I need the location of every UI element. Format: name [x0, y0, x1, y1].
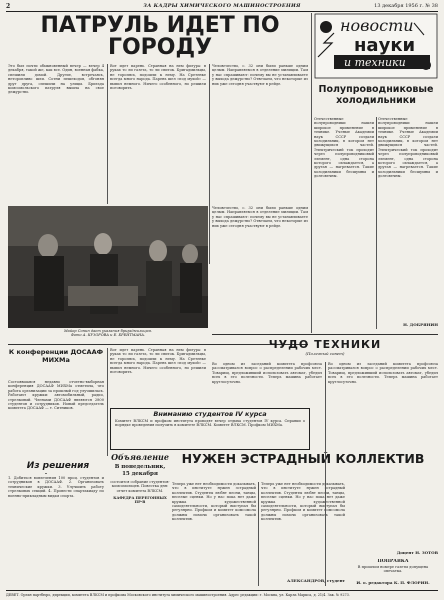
coolers-text-col1: Отечественные полупроводники нашли широкое применение в технике. Ученые Академии наук СССР создали холодильник, в котором нет движущихся частей. Электрический ток проходит через полупроводниковый элемент, одна сторона которого охлаждается, а другая — нагревается. Такие холодильники бесшумны и долговечны.	[314, 117, 374, 179]
correction-text: В прошлом номере газеты допущена опечатка.	[357, 565, 429, 574]
photo-caption-block	[8, 329, 208, 341]
issue-date: 13 декабря 1956 г. № 38	[374, 3, 438, 9]
estrada-headline: НУЖЕН ЭСТРАДНЫЙ КОЛЛЕКТИВ	[181, 452, 425, 466]
column-rule	[258, 482, 259, 586]
column-rule	[107, 348, 108, 456]
decisions-text-col1: 1. Добиться вовлечения 100 проц. студентов и сотрудников в ДОСААФ. 2. Организовать технические кружки. 3. Улучшить работу стрелковых секций. 4. Провести спартакиаду по военно-прикладным видам спорта.	[8, 476, 104, 498]
logo-word-1: новости	[340, 16, 414, 35]
correction-title: ПОПРАВКА	[377, 559, 409, 564]
announcement-title: Объявление	[111, 452, 169, 462]
patrol-col2-continued: Вот идет парень. Странная на нем фигура: в руках то ли газета, то ли свиток. Бригадмильцы, не торопясь, подошли к нему. На Сретенке всегда много народа. Парень шел «под мухой» — выпил немного. Ничего особенного, но решили поговорить.	[110, 348, 206, 375]
coolers-text-col2: Отечественные полупроводники нашли широкое применение в технике. Ученые Академии наук СССР создали холодильник, в котором нет движущихся частей. Электрический ток проходит через полупроводниковый элемент, одна сторона которого охлаждается, а другая — нагревается. Такие холодильники бесшумны и долговечны.	[378, 117, 438, 179]
photo-caption: Майор Сонин дает указания бригадмильцам.	[64, 329, 152, 333]
miracle-subhead: (Полезный совет)	[305, 351, 345, 356]
editor-line: И. о. редактора К. П. ФЛОРИН.	[356, 580, 430, 585]
column-rule	[107, 64, 108, 204]
logo-word-2: науки	[354, 35, 416, 56]
patrol-photo-image	[8, 206, 208, 328]
decisions-headline: Из решения	[26, 461, 90, 471]
coolers-headline: Полупроводниковые холодильники	[318, 84, 434, 106]
patrol-col2-text: Вот идет парень. Странная на нем фигура: в руках то ли газета, то ли свиток. Бригадмильцы, не торопясь, подошли к нему. На Сретенке всегда много народа. Парень шел «под мухой» — выпил немного. Ничего особенного, но решили поговорить.	[110, 64, 206, 91]
miracle-text-col1: Во одном из заседаний комитета профсоюза рассматривался вопрос о распределении рабочих мест. Товарищ, предложивший использовать автомат, убедил всех в его полезности. Теперь машина работает круглосуточно.	[212, 362, 322, 384]
masthead: ЗА КАДРЫ ХИМИЧЕСКОГО МАШИНОСТРОЕНИЯ	[143, 3, 301, 9]
photo-credit: Фото А. КУЗОРОВА и Е. БРЕЙТМАНА.	[70, 333, 146, 338]
announcement-day: В понедельник, 15 декабря	[114, 464, 166, 477]
patrol-headline: ПАТРУЛЬ ИДЕТ ПО ГОРОДУ	[40, 15, 280, 60]
conference-text: Состоявшаяся недавно отчетно-выборная конференция ДОСААФ МИХМа отметила, что работа организации за прошлый год улучшилась. Работают кружки: автомобильный, радио, стрелковый. Членами ДОСААФ являются 2800 студентов и сотрудников. Новый председатель комитета ДОСААФ — т. Ситников.	[8, 380, 104, 411]
attention-headline: Вниманию студентов IV курса	[153, 410, 267, 418]
estrada-text-col2: Теперь уже нет необходимости доказывать, что в институте нужен эстрадный коллектив. Студенты любят песни, танцы, веселые сценки. Но у нас пока нет даже кружка художественной самодеятельности, который выступал бы регулярно. Профком и комитет комсомола должны помочь организовать такой коллектив.	[261, 482, 345, 522]
column-rule	[209, 64, 210, 264]
announcement-block	[110, 452, 170, 542]
decisions-header	[8, 460, 108, 474]
patrol-lead-text: Это был почти обыкновенный вечер — вечер 4 декабря, такой же, как все. Один, военная фабка, спешили домой. Другие, встречаясь, неторопливо шли. Сотни пешеходов, обгоняя друг друга, спешили на улицы. Бригада комсомольского патруля вышла на свое дежурство.	[8, 64, 104, 95]
attention-text: Комитет ВЛКСМ и профком института проводят вечер отдыха студентов IV курса. Справки о порядке проведения получить в комитете ВЛКСМ. Комитет ВЛКСМ. Профком МИХМа.	[115, 419, 305, 428]
divider	[212, 334, 438, 335]
estrada-text-col1: Теперь уже нет необходимости доказывать, что в институте нужен эстрадный коллектив. Студенты любят песни, танцы, веселые сценки. Но у нас пока нет даже кружка художественной самодеятельности, который выступал бы регулярно. Профком и комитет комсомола должны помочь организовать такой коллектив.	[172, 482, 256, 522]
estrada-author: АЛЕКСАНДРОВ, студент	[286, 578, 345, 583]
footer-imprint: ДЕВЕТ. Орган партбюро, дирекции, комитета ВЛКСМ и профкома Московского института химического машиностроения. Адрес редакции: г. Москва, ул. Карла Маркса, д. 21/4. Зак. № 9273.	[6, 590, 438, 599]
column-rule	[325, 362, 326, 586]
correction-block	[348, 559, 438, 579]
patrol-col3-text: Человечество, с. 32 они были раньше одним целым. Направляемся в отделение милиции. Там у нас спрашивают: почему вы не устанавливаете у выхода дежурство? Отвечаем, что некоторые из них уже сегодня участвуют в рейде.	[212, 64, 308, 86]
patrol-photo	[8, 206, 208, 328]
conference-header	[8, 348, 104, 378]
logo-word-3: и техники	[344, 56, 406, 69]
conference-headline: К конференции ДОСААФ МИХМа	[8, 348, 104, 364]
miracle-header	[212, 338, 438, 360]
news-science-logo	[314, 13, 438, 79]
column-rule	[376, 117, 377, 329]
news-logo-graphic	[314, 13, 438, 79]
miracle-author: Доцент Н. ЗОТОВ	[396, 550, 438, 555]
patrol-col3-continued: Человечество, с. 32 они были раньше одним целым. Направляемся в отделение милиции. Там у нас спрашивают: почему вы не устанавливаете у выхода дежурство? Отвечаем, что некоторые из них уже сегодня участвуют в рейде.	[212, 206, 308, 228]
announcement-sign: КАФЕДРА ПЕРЕГОННЫХ ПР-В	[113, 496, 167, 505]
column-rule	[311, 13, 312, 333]
miracle-headline: ЧУДО ТЕХНИКИ	[268, 338, 382, 351]
announcement-text: состоится собрание студентов-комсомольцев. Повестка дня: отчет комитета ВЛКСМ.	[110, 480, 170, 493]
miracle-text-col2: Во одном из заседаний комитета профсоюза рассматривался вопрос о распределении рабочих мест. Товарищ, предложивший использовать автомат, убедил всех в его полезности. Теперь машина работает круглосуточно.	[328, 362, 438, 384]
masthead-bar	[6, 2, 438, 12]
page-number: 2	[6, 3, 11, 10]
coolers-author: Н. ДОБРЯНИН	[403, 322, 438, 327]
